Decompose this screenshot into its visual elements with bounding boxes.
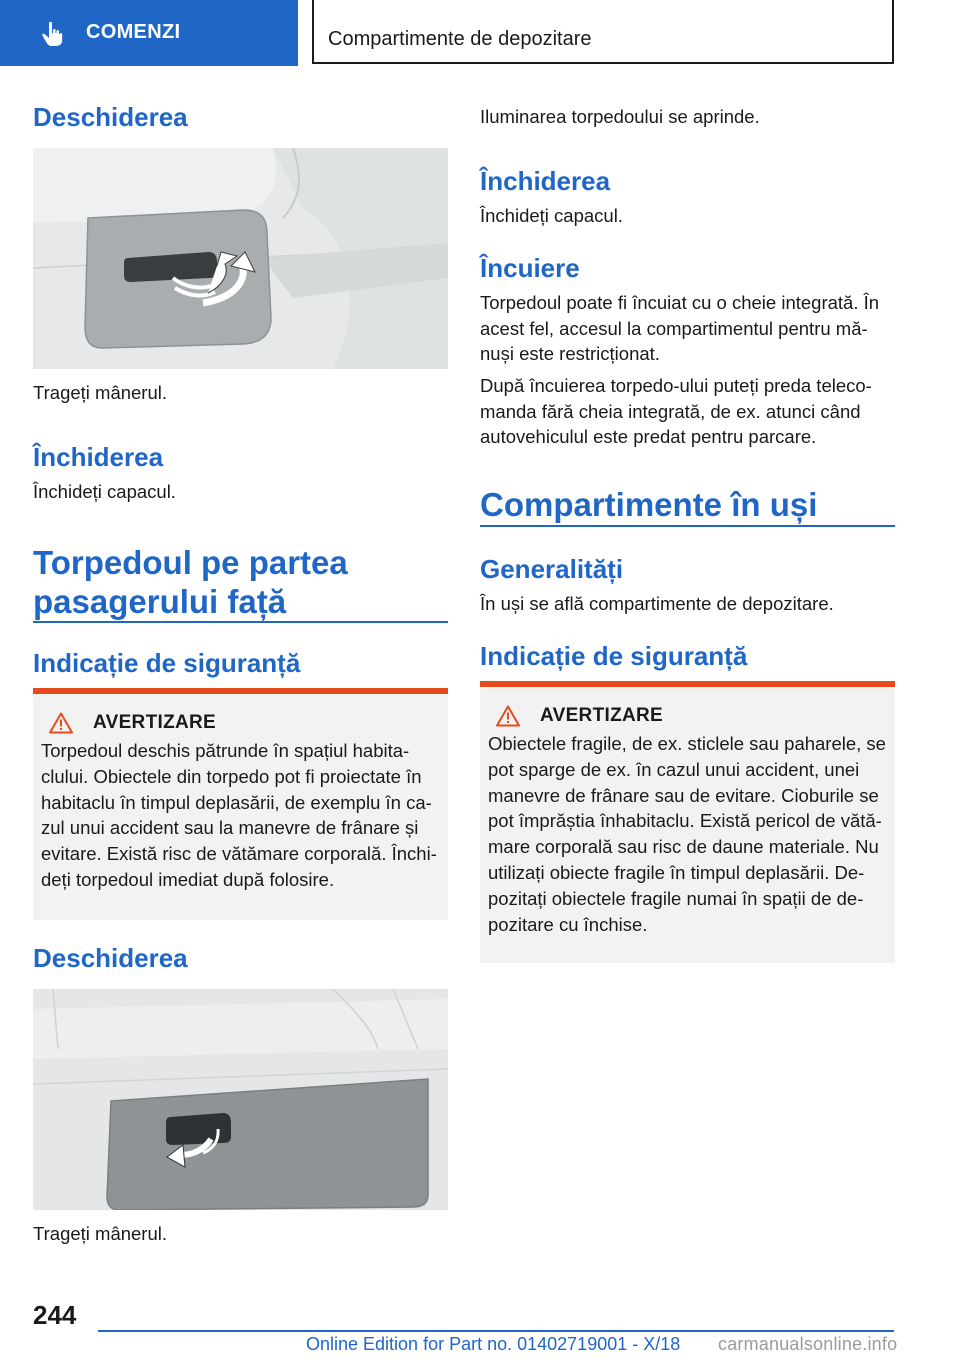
illustration-glovebox-upper: [33, 148, 448, 369]
warning-triangle-icon: [49, 712, 73, 734]
warning-text-right: Obiectele fragile, de ex. sticlele sau paharele, se pot sparge de ex. în cazul unui accident, unei manevre de frânare sau de evitare. Cioburile se pot împrăștia înhabitaclu. Există pericol de vătă-mare corporală sau risc de daune materiale. Nu utilizați obiecte fragile în timpul deplasării. De-pozitați obiectele fragile numai în spații de de-pozitare cu închise.: [488, 733, 886, 935]
text-locking-2: După încuierea torpedo-ului puteți preda teleco-manda fără cheia integrată, de ex. atunci când autovehiculul este predat pentru parcare.: [480, 375, 872, 447]
heading-safety-left: Indicație de siguranță: [33, 648, 301, 678]
warning-triangle-icon: [496, 705, 520, 727]
heading-rule-right: [480, 525, 895, 527]
heading-door-compartments: Compartimente în uși: [480, 486, 818, 523]
heading-closing-left: Închiderea: [33, 442, 164, 472]
heading-rule: [33, 621, 448, 623]
caption-pull-handle-1: Trageți mânerul.: [33, 382, 168, 403]
heading-locking: Încuiere: [480, 253, 580, 283]
warning-header: [49, 712, 440, 734]
heading-safety-right: Indicație de siguranță: [480, 641, 748, 671]
heading-closing-right: Închiderea: [480, 166, 611, 196]
warning-header-right: [496, 705, 887, 727]
hand-pointer-icon: [38, 20, 66, 48]
text-closing-left: Închideți capacul.: [33, 481, 176, 502]
warning-title-right: AVERTIZARE: [540, 705, 663, 726]
warning-text: Torpedoul deschis pătrunde în spațiul habita-clului. Obiectele din torpedo pot fi proiectate în habitaclu în timpul deplasării, de exemplu în ca-zul unui accident sau la manevre de frânare și evitare. Există risc de vătămare corporală. Închi-deți torpedoul imediat după folosire.: [41, 740, 437, 890]
text-light-on: Iluminarea torpedoului se aprinde.: [480, 106, 760, 127]
text-locking-1: Torpedoul poate fi încuiat cu o cheie integrată. În acest fel, accesul la compartimentul pentru mă-nuși este restricționat.: [480, 292, 880, 364]
caption-pull-handle-2: Trageți mânerul.: [33, 1223, 168, 1244]
heading-opening-2: Deschiderea: [33, 943, 188, 973]
page-header: [0, 0, 960, 66]
page-number: 244: [33, 1300, 77, 1330]
text-general: În uși se află compartimente de depozitare.: [480, 593, 834, 614]
section-title-box: [312, 0, 894, 64]
text-closing-right: Închideți capacul.: [480, 205, 623, 226]
watermark: carmanualsonline.info: [718, 1334, 898, 1354]
footer-rule: [98, 1330, 894, 1332]
chapter-label: COMENZI: [86, 21, 181, 43]
heading-opening: Deschiderea: [33, 102, 188, 132]
warning-box-left: [33, 688, 448, 920]
section-title: Compartimente de depozitare: [328, 28, 592, 50]
warning-box-right: [480, 681, 895, 963]
footer-edition: Online Edition for Part no. 01402719001 - X/18: [306, 1334, 681, 1354]
illustration-glovebox-lower: [33, 989, 448, 1210]
chapter-tab[interactable]: [0, 0, 298, 66]
warning-title: AVERTIZARE: [93, 712, 216, 733]
heading-passenger-glovebox: Torpedoul pe partea pasagerului față: [33, 544, 348, 620]
heading-general: Generalități: [480, 554, 624, 584]
